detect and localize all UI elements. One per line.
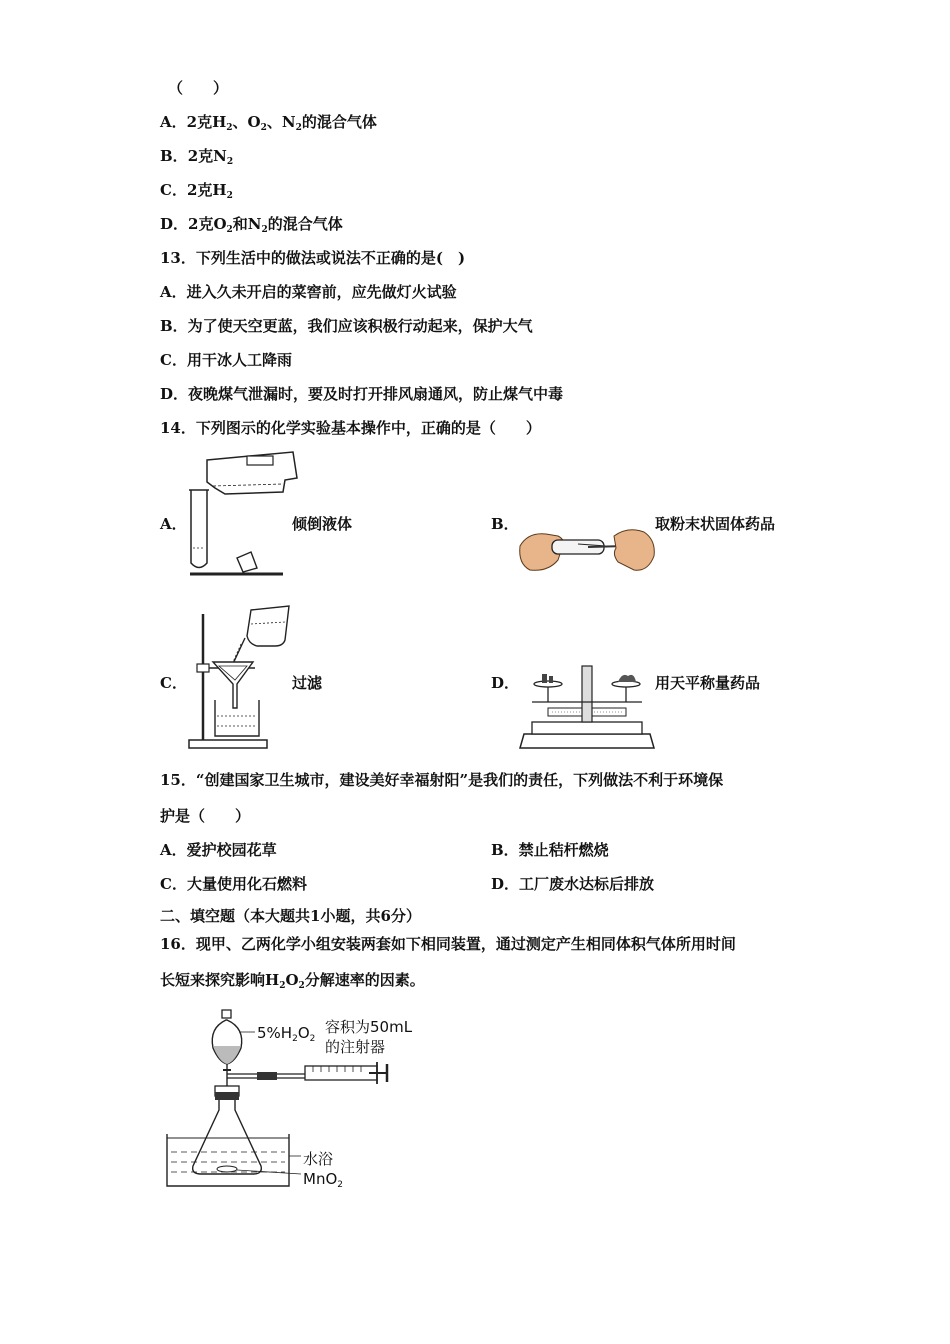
section-heading: 二、填空题（本大题共1小题，共6分） — [160, 907, 421, 925]
q14-stem: 14．下列图示的化学实验基本操作中，正确的是（ ） — [160, 419, 541, 437]
q13-option-b[interactable]: B．为了使天空更蓝，我们应该积极行动起来，保护大气 — [160, 317, 533, 335]
q14-option-d-caption: 用天平称量药品 — [655, 674, 761, 692]
q15-stem-line1: 15．“创建国家卫生城市，建设美好幸福射阳”是我们的责任，下列做法不利于环境保 — [160, 771, 724, 789]
q12-option-d[interactable]: D．2克$O_2$和$N_2$的混合气体 — [160, 215, 343, 235]
option-letter: A． — [160, 113, 187, 131]
q13-option-a[interactable]: A．进入久未开启的菜窖前，应先做灯火试验 — [160, 283, 457, 301]
balance-weighing-figure — [518, 662, 656, 754]
q14-option-b-caption: 取粉末状固体药品 — [655, 515, 776, 533]
q15-option-b[interactable]: B．禁止秸杆燃烧 — [491, 841, 609, 859]
q14-option-b-letter[interactable]: B． — [491, 515, 519, 533]
q14-option-d-letter[interactable]: D． — [491, 674, 520, 692]
label-syringe-line2: 的注射器 — [325, 1038, 386, 1056]
q14-option-a-letter[interactable]: A． — [160, 515, 187, 533]
label-water-bath: 水浴 — [303, 1150, 334, 1168]
label-syringe-line1: 容积为50mL — [325, 1018, 413, 1036]
q12-option-c[interactable]: C．2克$H_2$ — [160, 181, 233, 201]
label-mno2: MnO$_2$ — [303, 1170, 343, 1190]
q12-stem-tail: （ ） — [168, 79, 229, 97]
q12-option-b[interactable]: B．2克$N_2$ — [160, 147, 234, 167]
q15-option-a[interactable]: A．爱护校园花草 — [160, 841, 277, 859]
q14-option-a-caption: 倾倒液体 — [292, 515, 353, 533]
pouring-liquid-figure — [185, 448, 300, 578]
option-letter: C． — [160, 181, 187, 199]
label-h2o2: $5\%H_2O_2$ — [257, 1024, 316, 1044]
option-letter: D． — [160, 215, 189, 233]
powder-sampling-figure — [518, 522, 658, 578]
q14-option-c-letter[interactable]: C． — [160, 674, 187, 692]
q12-option-a[interactable]: A．2克$H_2$、$O_2$、$N_2$的混合气体 — [160, 113, 377, 133]
q15-option-c[interactable]: C．大量使用化石燃料 — [160, 875, 307, 893]
q15-option-d[interactable]: D．工厂废水达标后排放 — [491, 875, 655, 893]
q14-option-c-caption: 过滤 — [292, 674, 323, 692]
option-letter: B． — [160, 147, 188, 165]
q16-line1: 16．现甲、乙两化学小组安装两套如下相同装置，通过测定产生相同体积气体所用时间 — [160, 935, 736, 953]
q13-option-c[interactable]: C．用干冰人工降雨 — [160, 351, 292, 369]
q15-stem-line2: 护是（ ） — [160, 807, 251, 825]
filtration-figure — [185, 604, 295, 752]
q13-option-d[interactable]: D．夜晚煤气泄漏时，要及时打开排风扇通风，防止煤气中毒 — [160, 385, 564, 403]
q13-stem: 13．下列生活中的做法或说法不正确的是( ) — [160, 249, 466, 267]
q16-line2: 长短来探究影响$H_2O_2$分解速率的因素。 — [160, 971, 425, 991]
